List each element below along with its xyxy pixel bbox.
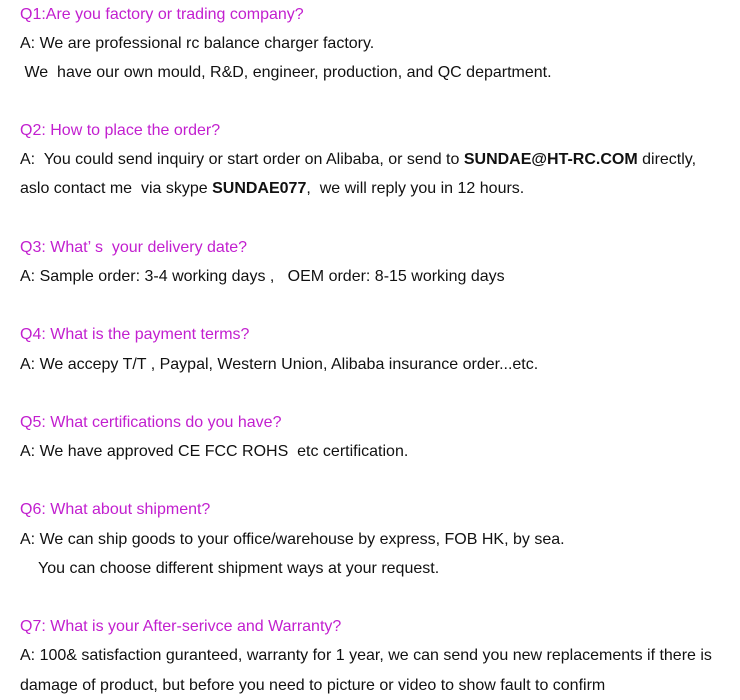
faq-answer-1-line-2: We have our own mould, R&D, engineer, production, and QC department. (20, 64, 552, 81)
faq-answer-7-line-2: damage of product, but before you need to picture or video to show fault to confirm (20, 677, 606, 694)
faq-answer-2-line-2 (20, 179, 524, 199)
skype-id: SUNDAE077 (212, 180, 307, 197)
faq-answer-7-line-1: A: 100& satisfaction guranteed, warranty for 1 year, we can send you new replacements if there is (20, 647, 712, 664)
faq-question-5: Q5: What certifications do you have? (20, 414, 282, 431)
faq-question-3: Q3: What’ s your delivery date? (20, 239, 248, 256)
faq-answer-2-line-1 (20, 150, 696, 170)
faq-question-7: Q7: What is your After-serivce and Warranty? (20, 618, 342, 635)
faq-question-6: Q6: What about shipment? (20, 501, 211, 518)
faq-answer-6-line-1: A: We can ship goods to your office/warehouse by express, FOB HK, by sea. (20, 531, 565, 548)
contact-email: SUNDAE@HT-RC.COM (463, 151, 638, 168)
answer-2-text-prefix: A: You could send inquiry or start order on Alibaba, or send to (20, 151, 464, 168)
faq-answer-6-line-2: You can choose different shipment ways at your request. (38, 560, 440, 577)
faq-answer-5-line-1: A: We have approved CE FCC ROHS etc certification. (20, 443, 409, 460)
answer-2-skype-suffix: , we will reply you in 12 hours. (306, 180, 525, 197)
answer-2-text-suffix: directly, (637, 151, 697, 168)
faq-answer-1-line-1: A: We are professional rc balance charger factory. (20, 35, 375, 52)
answer-2-skype-prefix: aslo contact me via skype (20, 180, 213, 197)
faq-answer-4-line-1: A: We accepy T/T , Paypal, Western Union, Alibaba insurance order...etc. (20, 356, 539, 373)
faq-answer-3-line-1: A: Sample order: 3-4 working days , OEM order: 8-15 working days (20, 268, 505, 285)
faq-question-2: Q2: How to place the order? (20, 122, 221, 139)
faq-question-1: Q1:Are you factory or trading company? (20, 6, 304, 23)
faq-question-4: Q4: What is the payment terms? (20, 326, 250, 343)
